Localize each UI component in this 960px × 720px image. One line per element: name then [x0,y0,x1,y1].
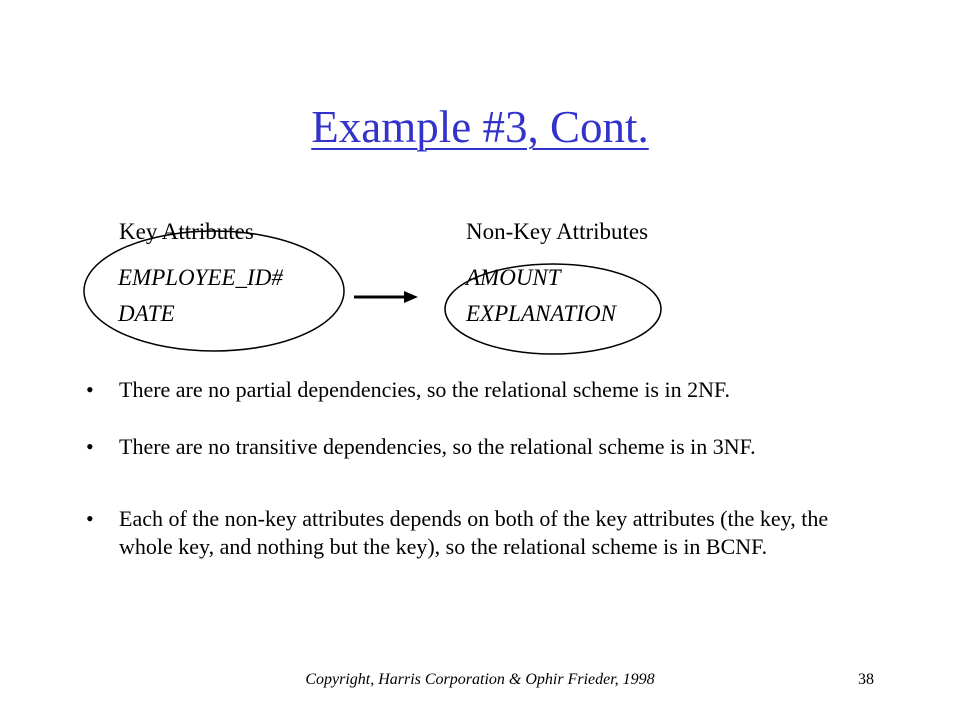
bullet-item [86,376,876,404]
key-attribute-date: DATE [118,301,175,326]
footer-copyright: Copyright, Harris Corporation & Ophir Frieder, 1998 [305,671,655,688]
page-number: 38 [858,671,874,688]
nonkey-attributes-header: Non-Key Attributes [466,219,649,244]
slide-title: Example #3, Cont. [311,102,649,152]
bullet-icon: • [86,506,94,531]
bullet-text: Each of the non-key attributes depends on both of the key attributes (the key, the whole key, and nothing but the key), so the relational scheme is in BCNF. [119,506,829,559]
bullet-text: There are no partial dependencies, so the relational scheme is in 2NF. [119,377,730,402]
nonkey-attribute-explanation: EXPLANATION [466,301,616,326]
bullet-text: There are no transitive dependencies, so the relational scheme is in 3NF. [119,434,756,459]
bullet-icon: • [86,377,94,402]
bullet-item [86,433,876,461]
bullet-item [86,505,876,561]
bullet-icon: • [86,434,94,459]
nonkey-attribute-amount: AMOUNT [466,265,561,290]
key-attributes-header: Key Attributes [119,219,254,244]
key-attribute-employee-id: EMPLOYEE_ID# [118,265,283,290]
dependency-arrow-head [404,291,418,303]
